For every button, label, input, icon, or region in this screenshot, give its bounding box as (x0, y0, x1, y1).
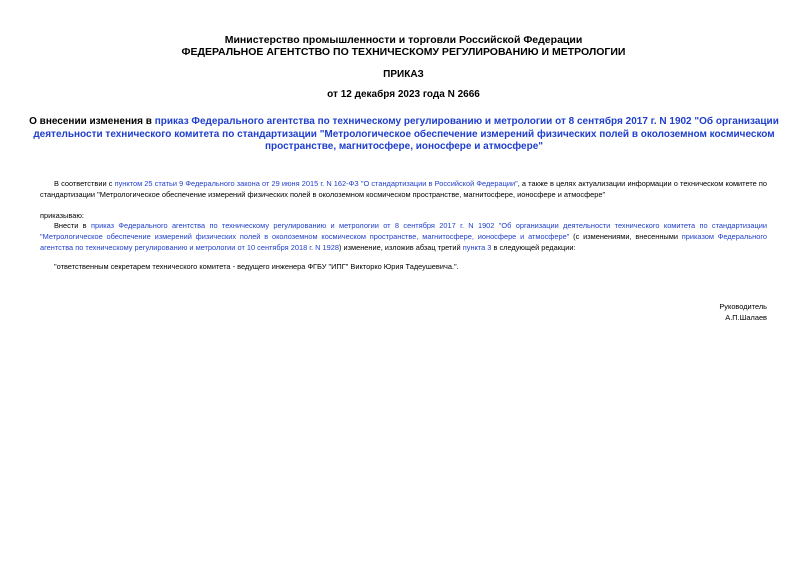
amendment-text-3: ) изменение, изложив абзац третий (338, 243, 463, 252)
signer-position: Руководитель (719, 302, 767, 311)
agency-name: ФЕДЕРАЛЬНОЕ АГЕНТСТВО ПО ТЕХНИЧЕСКОМУ РЕГУЛИРОВАНИЮ И МЕТРОЛОГИИ (181, 46, 626, 58)
signer-name: А.П.Шалаев (725, 313, 767, 322)
title-prefix: О внесении изменения в (29, 116, 155, 127)
ministry-name: Министерство промышленности и торговли Российской Федерации (224, 34, 583, 46)
federal-law-link[interactable]: пунктом 25 статьи 9 Федерального закона от 29 июня 2015 г. N 162-ФЗ "О стандартизации в Российской Федерации" (114, 179, 518, 188)
amendment-text-2: (с изменениями, внесенными (569, 232, 682, 241)
preamble-text-1: В соответствии с (54, 179, 115, 188)
document-date: от 12 декабря 2023 года N 2666 (327, 89, 480, 100)
signature-block (719, 301, 767, 323)
title-order-link[interactable]: приказ Федерального агентства по техническому регулированию и метрологии от 8 сентября 2017 г. N 1902 "Об организации деятельности технического комитета по стандартизации "Метрологическое обеспечение измерений физических полей в околоземном космическом пространстве, магнитосфере, ионосфере и атмосфере" (33, 116, 779, 152)
clause-3-link[interactable]: пункта 3 (462, 243, 492, 252)
preamble-paragraph (40, 178, 767, 200)
amending-order-link[interactable]: приказом Федерального агентства по техническому регулированию и метрологии от 10 сентября 2018 г. N 1928 (40, 232, 767, 252)
amendment-text-4: в следующей редакции: (491, 243, 576, 252)
order-word: приказываю: (40, 211, 84, 220)
preamble-text-2: , а также в целях актуализации информации о техническом комитете по стандартизации "Метрологическое обеспечение измерений физических полей в околоземном космическом пространстве, магнитосфере, ионосфере и атмосфере" (40, 179, 767, 199)
amendment-paragraph (40, 220, 767, 253)
amendment-text-1: Внести в (54, 221, 91, 230)
new-wording-quote: "ответственным секретарем технического комитета - ведущего инженера ФГБУ "ИПГ" Викторко Юрия Тадеушевича.". (54, 262, 459, 271)
document-type: ПРИКАЗ (383, 69, 424, 80)
original-order-link[interactable]: приказ Федерального агентства по техническому регулированию и метрологии от 8 сентября 2017 г. N 1902 "Об организации деятельности технического комитета по стандартизации "Метрологическое обеспечение измерений физических полей в околоземном космическом пространстве, магнитосфере, ионосфере и атмосфере" (40, 221, 767, 241)
document-title (28, 116, 780, 154)
